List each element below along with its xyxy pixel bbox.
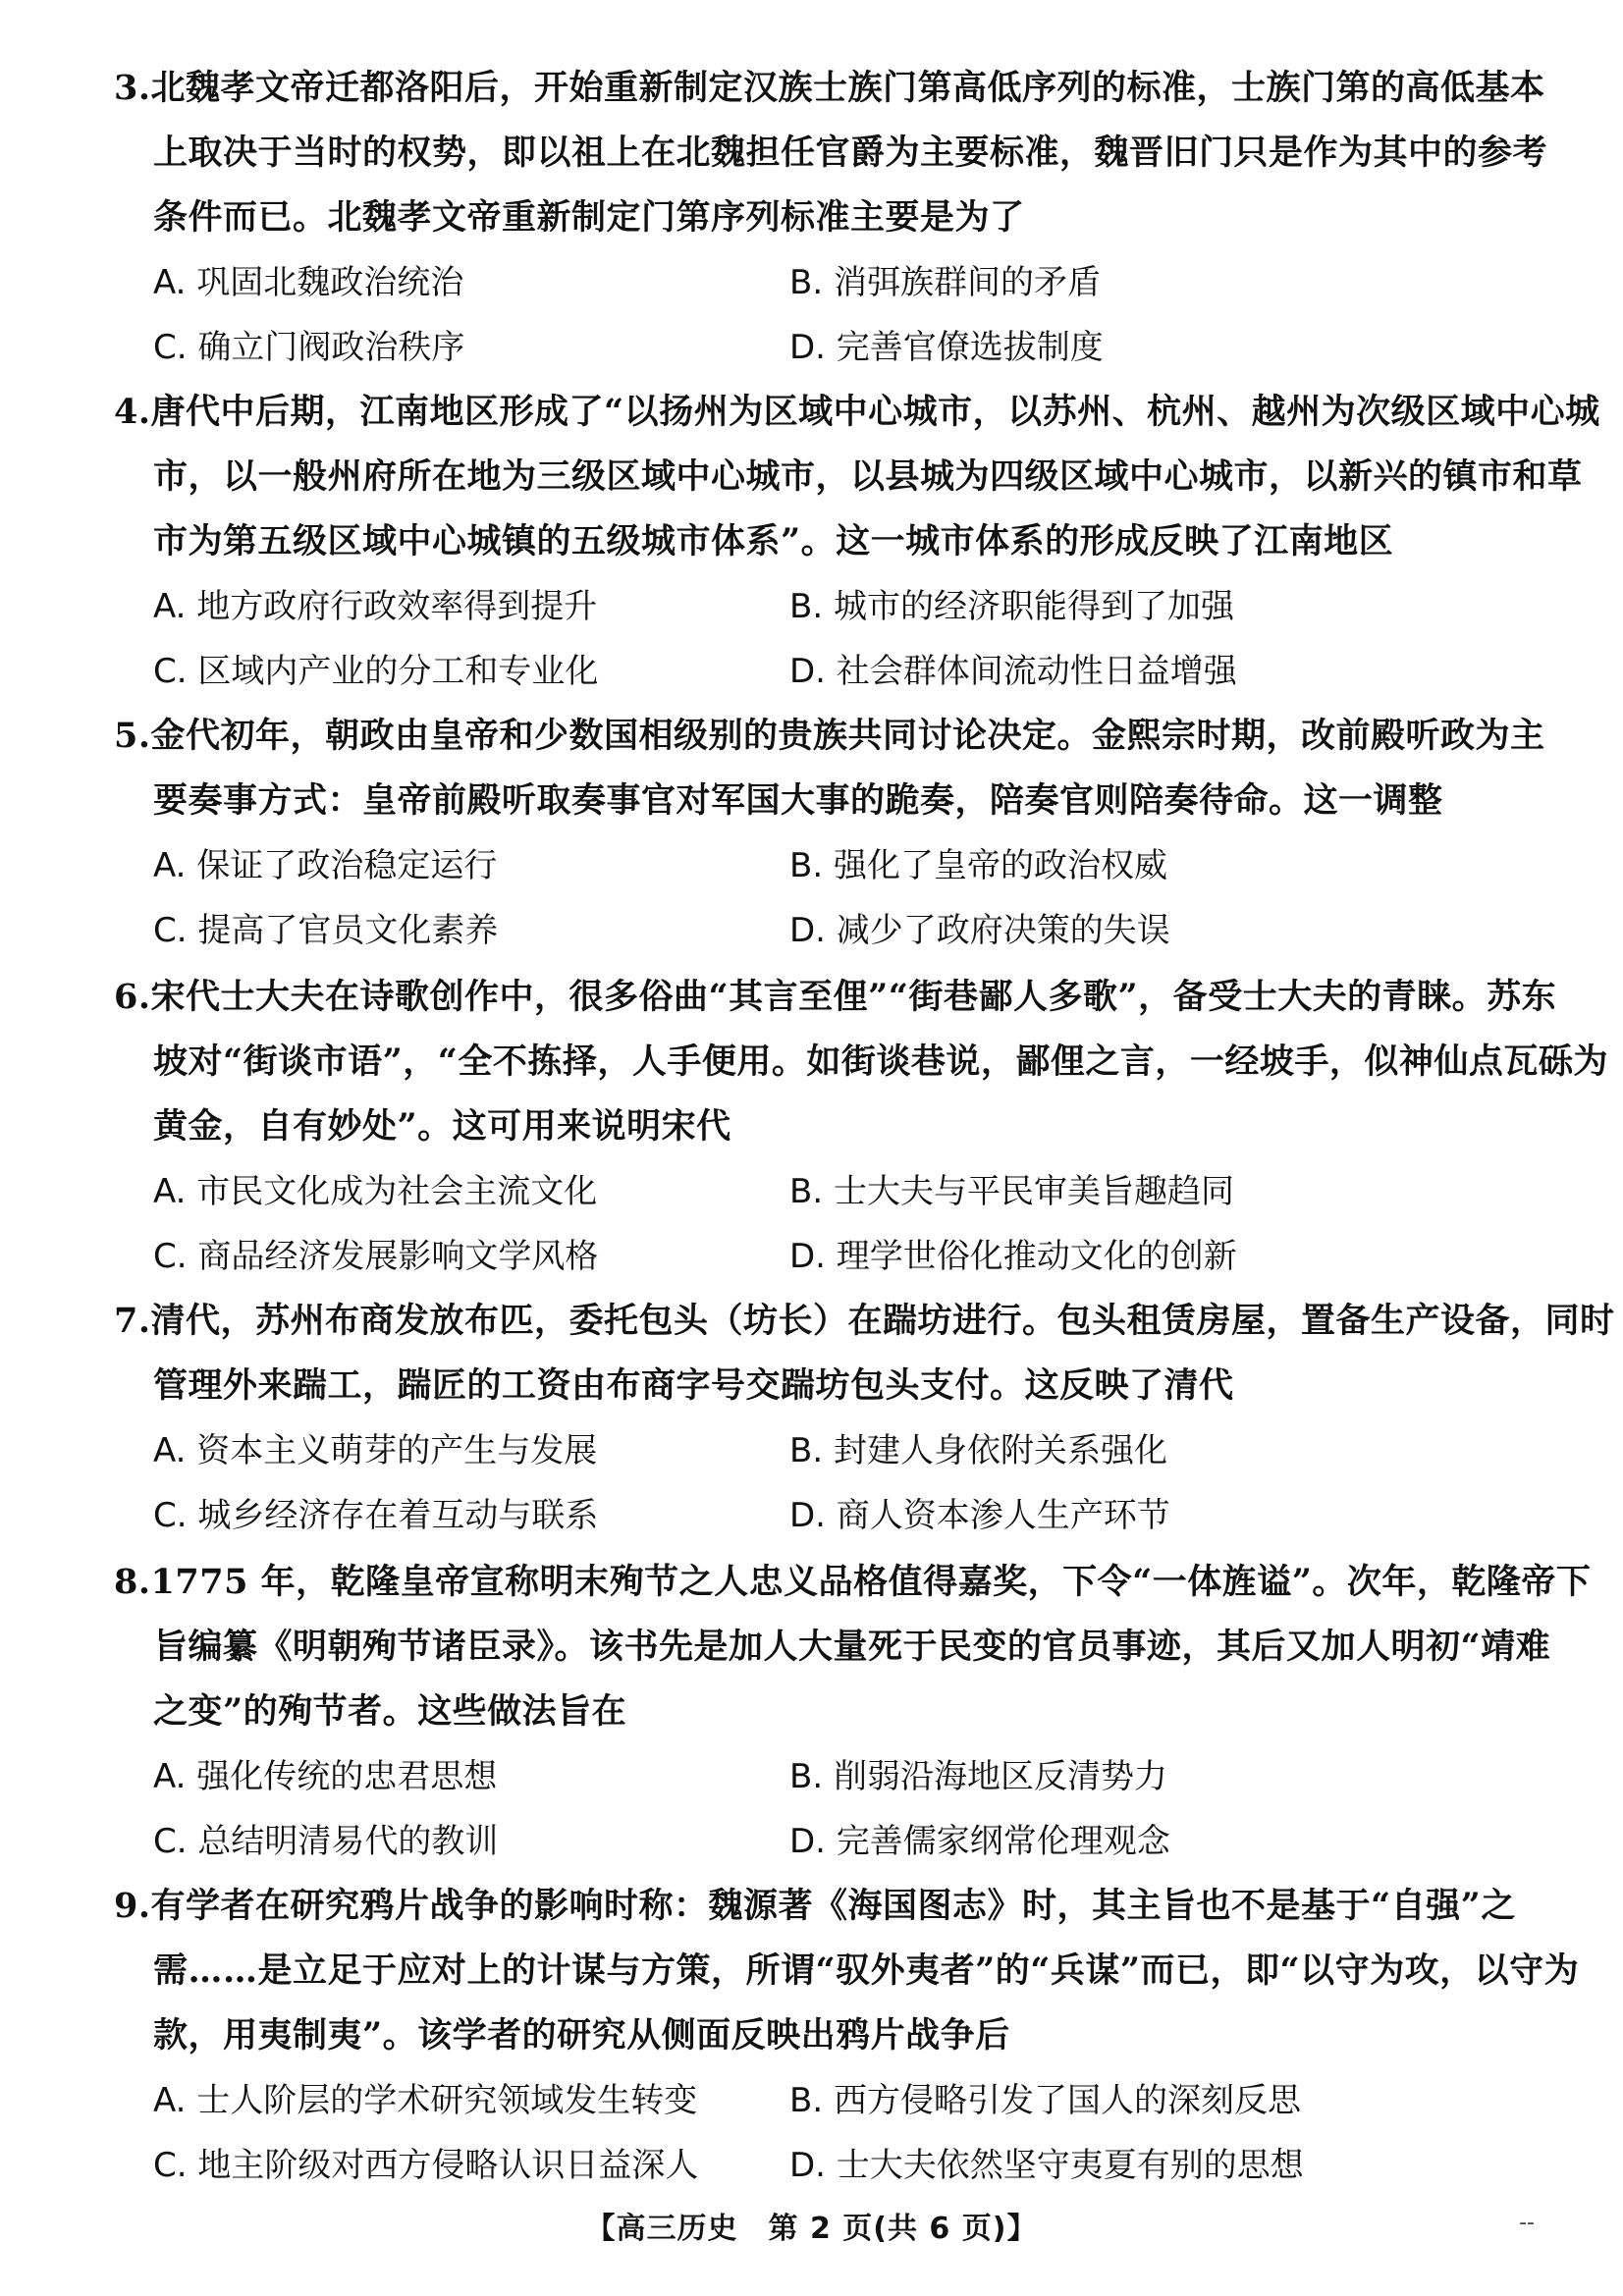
stem-line: 之变”的殉节者。这些做法旨在 bbox=[153, 1691, 627, 1732]
option-c[interactable]: C. 城乡经济存在着互动与联系 bbox=[153, 1496, 599, 1535]
option-d[interactable]: D. 理学世俗化推动文化的创新 bbox=[789, 1237, 1237, 1276]
option-d[interactable]: D. 社会群体间流动性日益增强 bbox=[789, 652, 1237, 691]
option-a[interactable]: A. 资本主义萌芽的产生与发展 bbox=[153, 1431, 598, 1470]
options bbox=[116, 2068, 1549, 2198]
option-a[interactable]: A. 强化传统的忠君思想 bbox=[153, 1757, 498, 1796]
option-d[interactable]: D. 减少了政府决策的失误 bbox=[789, 911, 1170, 950]
question-stem bbox=[114, 1289, 1615, 1418]
option-c[interactable]: C. 区域内产业的分工和专业化 bbox=[153, 652, 599, 691]
question-number: 5. bbox=[114, 716, 151, 756]
stem-line: 黄金，自有妙处”。这可用来说明宋代 bbox=[153, 1106, 731, 1147]
question-stem bbox=[114, 1874, 1580, 2068]
stem-line: 坡对“街谈市语”，“全不拣择，人手便用。如街谈巷说，鄙俚之言，一经坡手，似神仙点瓦砾为 bbox=[153, 1041, 1608, 1082]
question-number: 3. bbox=[114, 68, 151, 108]
question-4 bbox=[114, 380, 1600, 704]
stem-line: 金代初年，朝政由皇帝和少数国相级别的贵族共同讨论决定。金熙宗时期，改前殿听政为主 bbox=[150, 716, 1545, 756]
option-a[interactable]: A. 市民文化成为社会主流文化 bbox=[153, 1172, 598, 1211]
question-8 bbox=[114, 1550, 1592, 1874]
option-a[interactable]: A. 地方政府行政效率得到提升 bbox=[153, 587, 598, 626]
question-number: 8. bbox=[114, 1562, 151, 1602]
page-footer: 【高三历史 第 2 页(共 6 页)】 bbox=[585, 2212, 1038, 2246]
stem-line: 北魏孝文帝迁都洛阳后，开始重新制定汉族士族门第高低序列的标准，士族门第的高低基本 bbox=[150, 68, 1545, 108]
stem-line: 有学者在研究鸦片战争的影响时称：魏源著《海国图志》时，其主旨也不是基于“自强”之 bbox=[150, 1886, 1516, 1926]
stem-line: 清代，苏州布商发放布匹，委托包头（坊长）在踹坊进行。包头租赁房屋，置备生产设备，同时 bbox=[150, 1301, 1615, 1341]
option-b[interactable]: B. 封建人身依附关系强化 bbox=[789, 1431, 1167, 1470]
question-stem bbox=[114, 1550, 1592, 1744]
question-5 bbox=[116, 704, 1549, 963]
options bbox=[116, 1744, 1549, 1874]
stem-line: 需……是立足于应对上的计谋与方策，所谓“驭外夷者”的“兵谋”而已，即“以守为攻，以守为 bbox=[153, 1950, 1580, 1991]
stem-line: 市，以一般州府所在地为三级区域中心城市，以县城为四级区域中心城市，以新兴的镇市和草 bbox=[153, 456, 1583, 497]
stem-line: 条件而已。北魏孝文帝重新制定门第序列标准主要是为了 bbox=[153, 197, 1025, 238]
option-a[interactable]: A. 保证了政治稳定运行 bbox=[153, 846, 498, 885]
corner-mark: -- bbox=[1519, 2211, 1535, 2235]
stem-line: 要奏事方式：皇帝前殿听取奏事官对军国大事的跪奏，陪奏官则陪奏待命。这一调整 bbox=[153, 780, 1443, 821]
option-d[interactable]: D. 商人资本渗人生产环节 bbox=[789, 1496, 1170, 1535]
question-3 bbox=[116, 56, 1549, 380]
option-c[interactable]: C. 确立门阀政治秩序 bbox=[153, 328, 465, 367]
option-a[interactable]: A. 巩固北魏政治统治 bbox=[153, 263, 464, 302]
option-b[interactable]: B. 士大夫与平民审美旨趣趋同 bbox=[789, 1172, 1234, 1211]
option-d[interactable]: D. 士大夫依然坚守夷夏有别的思想 bbox=[789, 2146, 1304, 2185]
option-b[interactable]: B. 削弱沿海地区反清势力 bbox=[789, 1757, 1167, 1796]
question-number: 6. bbox=[114, 977, 151, 1017]
stem-line: 旨编纂《明朝殉节诸臣录》。该书先是加人大量死于民变的官员事迹，其后又加人明初“靖难 bbox=[153, 1627, 1551, 1667]
options bbox=[116, 1159, 1549, 1289]
option-b[interactable]: B. 西方侵略引发了国人的深刻反思 bbox=[789, 2081, 1301, 2120]
option-d[interactable]: D. 完善儒家纲常伦理观念 bbox=[789, 1822, 1170, 1861]
option-c[interactable]: C. 地主阶级对西方侵略认识日益深人 bbox=[153, 2146, 699, 2185]
option-c[interactable]: C. 商品经济发展影响文学风格 bbox=[153, 1237, 599, 1276]
option-d[interactable]: D. 完善官僚选拔制度 bbox=[789, 328, 1104, 367]
stem-line: 唐代中后期，江南地区形成了“以扬州为区域中心城市，以苏州、杭州、越州为次级区域中心城 bbox=[150, 392, 1600, 432]
question-stem bbox=[116, 704, 1549, 833]
question-number: 9. bbox=[114, 1886, 151, 1926]
option-b[interactable]: B. 消弭族群间的矛盾 bbox=[789, 263, 1101, 302]
question-number: 7. bbox=[114, 1301, 151, 1341]
stem-line: 市为第五级区域中心城镇的五级城市体系”。这一城市体系的形成反映了江南地区 bbox=[153, 521, 1394, 561]
stem-line: 款，用夷制夷”。该学者的研究从侧面反映出鸦片战争后 bbox=[153, 2015, 1010, 2056]
stem-line: 上取决于当时的权势，即以祖上在北魏担任官爵为主要标准，魏晋旧门只是作为其中的参考 bbox=[153, 133, 1548, 173]
question-6 bbox=[114, 965, 1608, 1289]
option-b[interactable]: B. 城市的经济职能得到了加强 bbox=[789, 587, 1234, 626]
options bbox=[116, 250, 1549, 380]
option-c[interactable]: C. 提高了官员文化素养 bbox=[153, 911, 499, 950]
question-stem bbox=[114, 965, 1608, 1159]
options bbox=[116, 1418, 1549, 1548]
options bbox=[116, 574, 1549, 704]
question-number: 4. bbox=[114, 392, 151, 432]
stem-line: 管理外来踹工，踹匠的工资由布商字号交踹坊包头支付。这反映了清代 bbox=[153, 1365, 1234, 1406]
stem-line: 1775 年，乾隆皇帝宣称明末殉节之人忠义品格值得嘉奖，下令“一体旌谥”。次年，乾隆帝下 bbox=[150, 1562, 1592, 1602]
question-stem bbox=[114, 380, 1600, 574]
options bbox=[116, 833, 1549, 963]
option-b[interactable]: B. 强化了皇帝的政治权威 bbox=[789, 846, 1167, 885]
question-stem bbox=[116, 56, 1549, 250]
question-9 bbox=[114, 1874, 1580, 2198]
option-c[interactable]: C. 总结明清易代的教训 bbox=[153, 1822, 499, 1861]
stem-line: 宋代士大夫在诗歌创作中，很多俗曲“其言至俚”“街巷鄙人多歌”，备受士大夫的青睐。苏东 bbox=[150, 977, 1557, 1017]
option-a[interactable]: A. 士人阶层的学术研究领域发生转变 bbox=[153, 2081, 698, 2120]
question-7 bbox=[114, 1289, 1615, 1548]
